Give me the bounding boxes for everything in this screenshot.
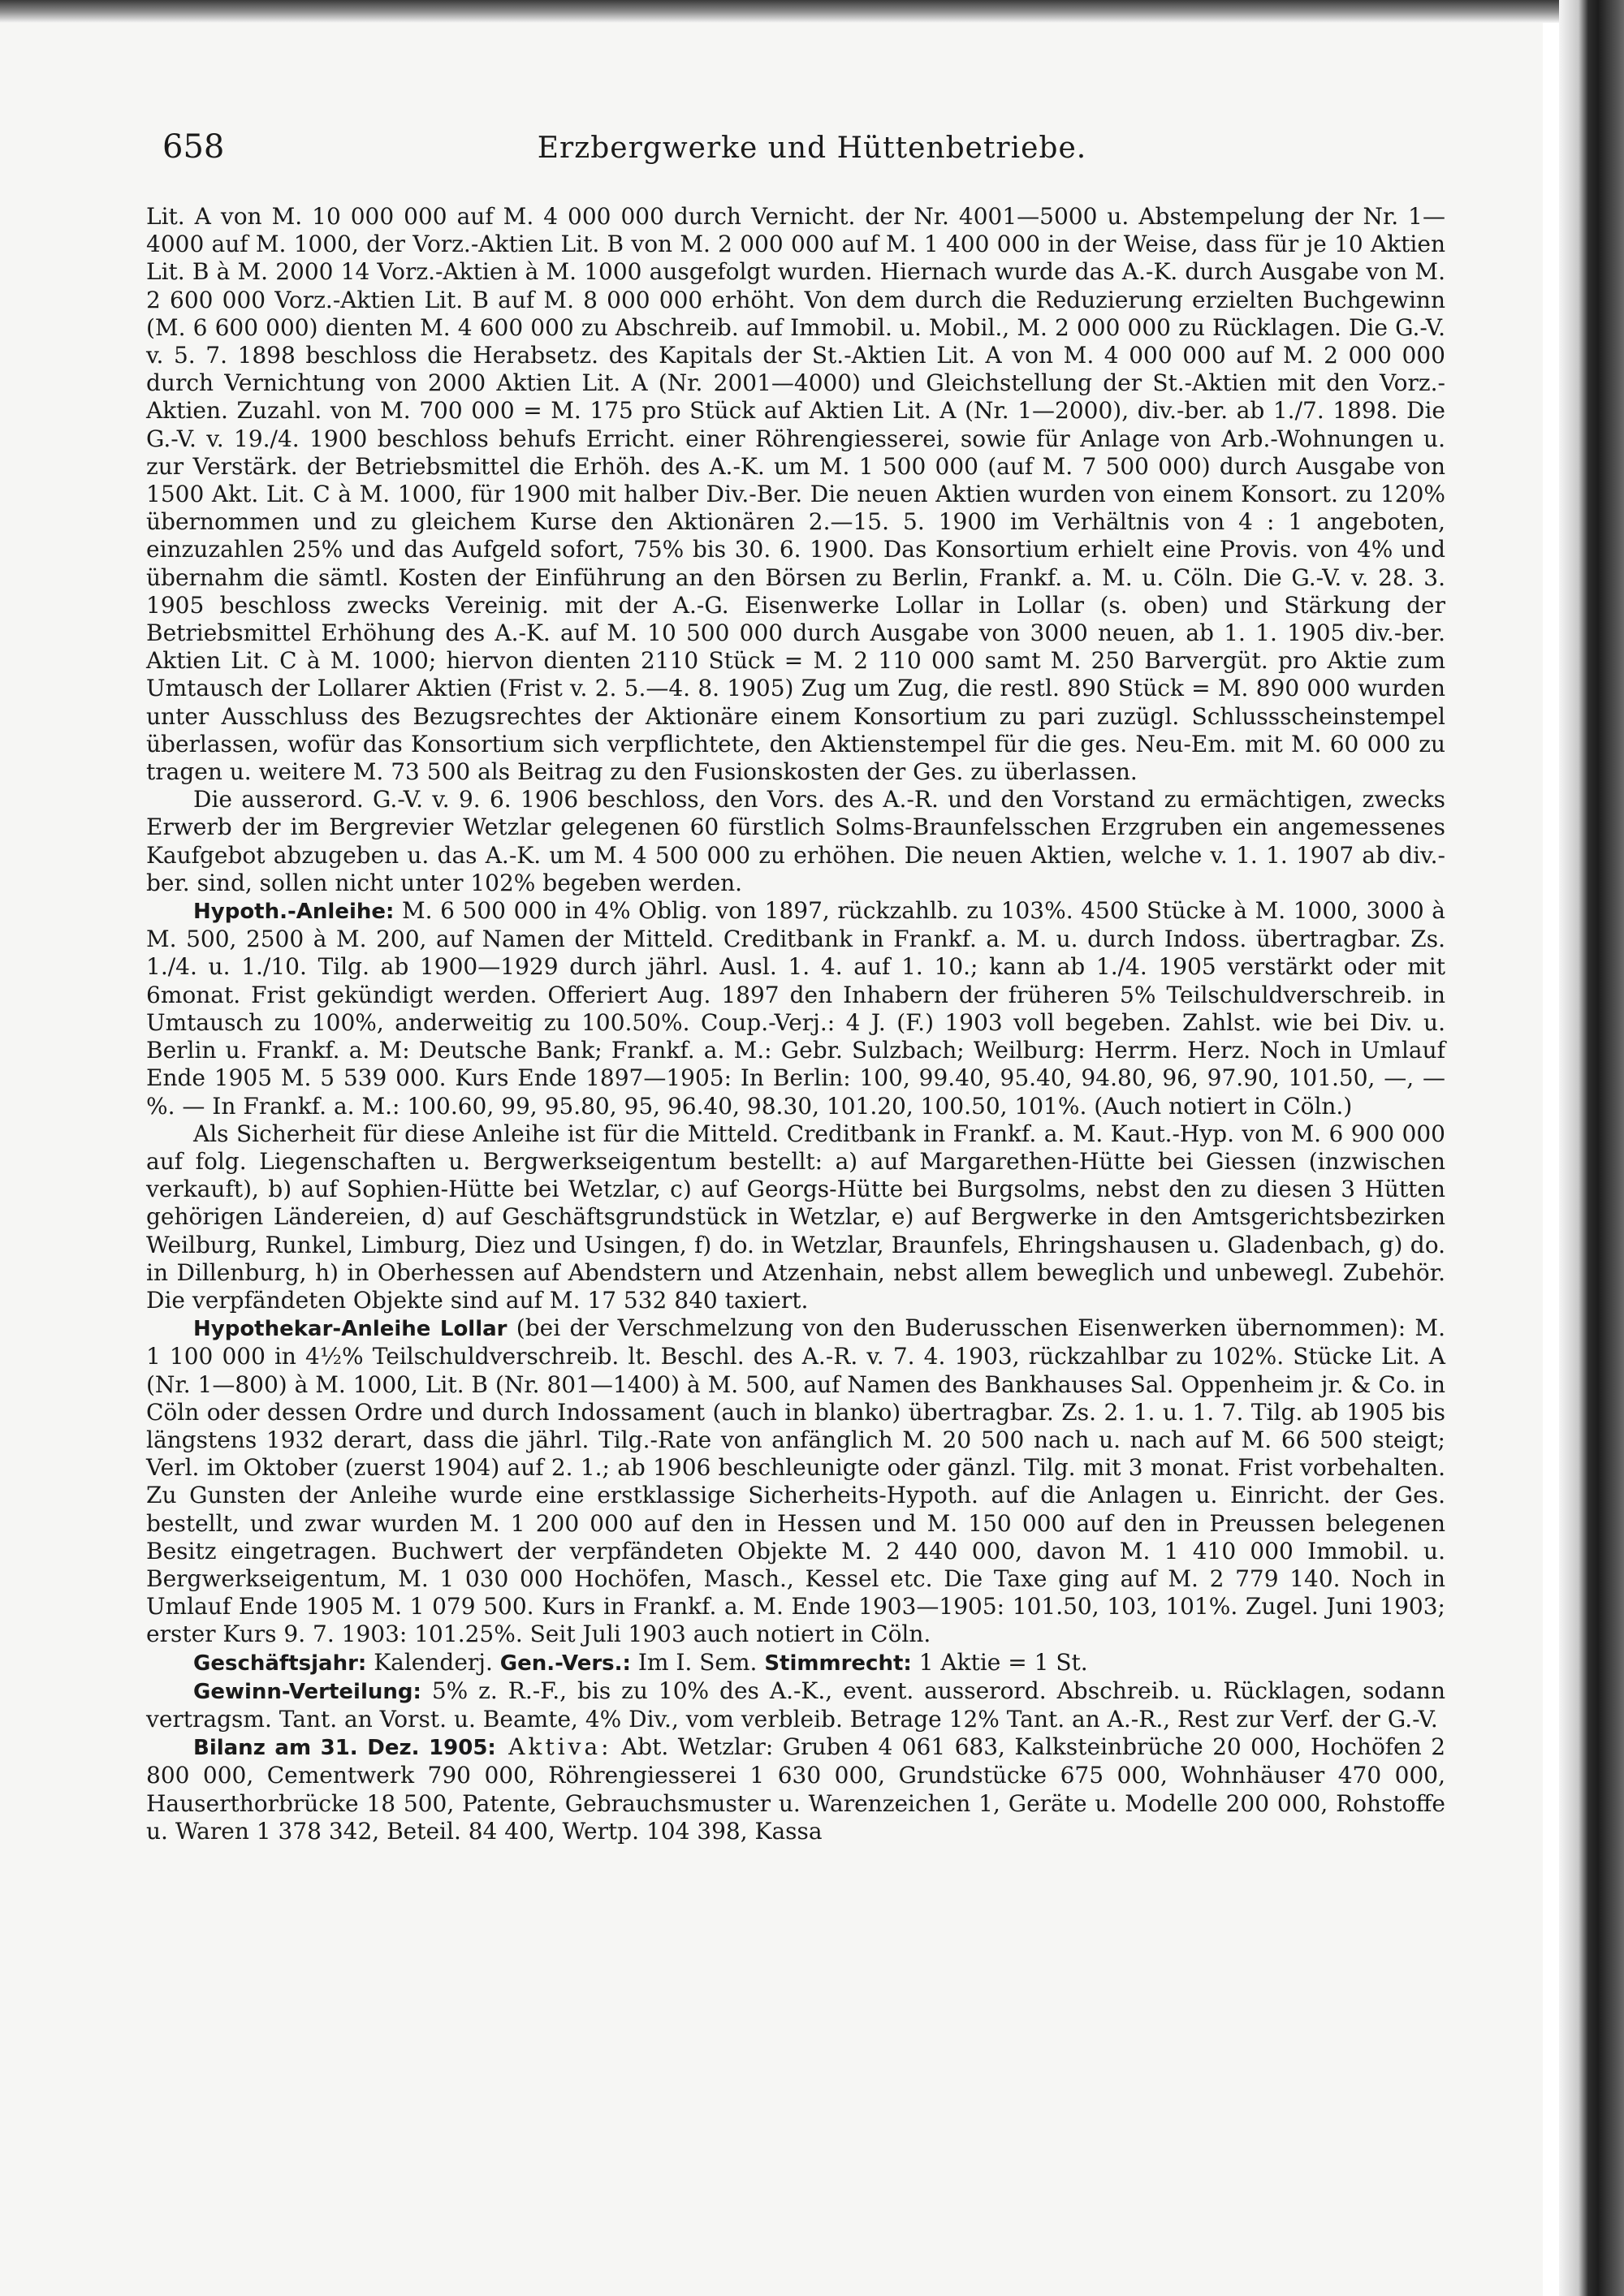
general-meeting-text: Im I. Sem. <box>630 1648 765 1676</box>
section-heading-balance-sheet: Bilanz am 31. Dez. 1905: <box>193 1736 496 1761</box>
page-header <box>162 128 1462 177</box>
scan-binding-edge <box>1559 0 1624 2296</box>
paragraph-extraordinary-meeting: Die ausserord. G.-V. v. 9. 6. 1906 beschloss, den Vors. des A.-R. und den Vorstand zu ermächtigen, zwecks Erwerb der im Bergrevier Wetzlar gelegenen 60 fürstlich Solms-Braunfelsschen Erzgruben ein angemessenes Kaufgebot abzugeben u. das A.-K. um M. 4 500 000 zu erhöhen. Die neuen Aktien, welche v. 1. 1. 1907 ab div.-ber. sind, sollen nicht unter 102% begeben werden. <box>146 786 1445 896</box>
fiscal-year-text: Kalenderj. <box>366 1648 500 1676</box>
paragraph-capital-history: Lit. A von M. 10 000 000 auf M. 4 000 000 durch Vernicht. der Nr. 4001—5000 u. Abstempelung der Nr. 1—4000 auf M. 1000, der Vorz.-Aktien Lit. B von M. 2 000 000 auf M. 1 400 000 in der Weise, dass für je 10 Aktien Lit. B à M. 2000 14 Vorz.-Aktien à M. 1000 ausgefolgt wurden. Hiernach wurde das A.-K. durch Ausgabe von M. 2 600 000 Vorz.-Aktien Lit. B auf M. 8 000 000 erhöht. Von dem durch die Reduzierung erzielten Buchgewinn (M. 6 600 000) dienten M. 4 600 000 zu Abschreib. auf Immobil. u. Mobil., M. 2 000 000 zu Rücklagen. Die G.-V. v. 5. 7. 1898 beschloss die Herabsetz. des Kapitals der St.-Aktien Lit. A von M. 4 000 000 auf M. 2 000 000 durch Vernichtung von 2000 Aktien Lit. A (Nr. 2001—4000) und Gleichstellung der St.-Aktien mit den Vorz.-Aktien. Zuzahl. von M. 700 000 = M. 175 pro Stück auf Aktien Lit. A (Nr. 1—2000), div.-ber. ab 1./7. 1898. Die G.-V. v. 19./4. 1900 beschloss behufs Erricht. einer Röhrengiesserei, sowie für Anlage von Arb.-Wohnungen u. zur Verstärk. der Betriebsmittel die Erhöh. des A.-K. um M. 1 500 000 (auf M. 7 500 000) durch Ausgabe von 1500 Akt. Lit. C à M. 1000, für 1900 mit halber Div.-Ber. Die neuen Aktien wurden von einem Konsort. zu 120% übernommen und zu gleichem Kurse den Aktionären 2.—15. 5. 1900 im Verhältnis von 4 : 1 angeboten, einzuzahlen 25% und das Aufgeld sofort, 75% bis 30. 6. 1900. Das Konsortium erhielt eine Provis. von 4% und übernahm die sämtl. Kosten der Einführung an den Börsen zu Berlin, Frankf. a. M. u. Cöln. Die G.-V. v. 28. 3. 1905 beschloss zwecks Vereinig. mit der A.-G. Eisenwerke Lollar in Lollar (s. oben) und Stärkung der Betriebsmittel Erhöhung des A.-K. auf M. 10 500 000 durch Ausgabe von 3000 neuen, ab 1. 1. 1905 div.-ber. Aktien Lit. C à M. 1000; hiervon dienten 2110 Stück = M. 2 110 000 samt M. 250 Barvergüt. pro Aktie zum Umtausch der Lollarer Aktien (Frist v. 2. 5.—4. 8. 1905) Zug um Zug, die restl. 890 Stück = M. 890 000 wurden unter Ausschluss des Bezugsrechtes der Aktionäre einem Konsortium zu pari zuzügl. Schlussscheinstempel überlassen, wofür das Konsortium sich verpflichtete, den Aktienstempel für die ges. Neu-Em. mit M. 60 000 zu tragen u. weitere M. 73 500 als Beitrag zu den Fusionskosten der Ges. zu überlassen. <box>146 203 1445 786</box>
paragraph-mortgage-loan <box>146 897 1445 1120</box>
scan-top-shadow <box>0 0 1624 23</box>
book-page <box>0 23 1543 2296</box>
running-title: Erzbergwerke und Hüttenbetriebe. <box>537 132 1087 165</box>
paragraph-balance-sheet <box>146 1733 1445 1845</box>
balance-aktiva-label: Aktiva: <box>495 1733 612 1761</box>
section-heading-profit-distribution: Gewinn-Verteilung: <box>193 1679 421 1704</box>
section-heading-lollar-loan: Hypothekar-Anleihe Lollar <box>193 1317 508 1342</box>
lollar-loan-text: (bei der Verschmelzung von den Buderusschen Eisenwerken übernommen): M. 1 100 000 in 4½% Teilschuldverschreib. lt. Beschl. des A.-R. v. 7. 4. 1903, rückzahlbar zu 102%. Stücke Lit. A (Nr. 1—800) à M. 1000, Lit. B (Nr. 801—1400) à M. 500, auf Namen des Bankhauses Sal. Oppenheim jr. & Co. in Cöln oder dessen Ordre und durch Indossament (auch in blanko) übertragbar. Zs. 2. 1. u. 1. 7. Tilg. ab 1905 bis längstens 1932 derart, dass die jährl. Tilg.-Rate von anfänglich M. 20 500 nach u. nach auf M. 66 500 steigt; Verl. im Oktober (zuerst 1904) auf 2. 1.; ab 1906 beschleunigte oder gänzl. Tilg. mit 3 monat. Frist vorbehalten. Zu Gunsten der Anleihe wurde eine erstklassige Sicherheits-Hypoth. auf die Anlagen u. Einricht. der Ges. bestellt, und zwar wurden M. 1 200 000 auf den in Hessen und M. 150 000 auf den in Preussen belegenen Besitz eingetragen. Buchwert der verpfändeten Objekte M. 2 440 000, davon M. 1 410 000 Immobil. u. Bergwerkseigentum, M. 1 030 000 Hochöfen, Masch., Kessel etc. Die Taxe ging auf M. 2 779 140. Noch in Umlauf Ende 1905 M. 1 079 500. Kurs in Frankf. a. M. Ende 1903—1905: 101.50, 103, 101%. Zugel. Juni 1903; erster Kurs 9. 7. 1903: 101.25%. Seit Juli 1903 auch notiert in Cöln. <box>146 1314 1445 1648</box>
paragraph-lollar-loan <box>146 1314 1445 1648</box>
heading-general-meeting: Gen.-Vers.: <box>499 1651 631 1676</box>
heading-fiscal-year: Geschäftsjahr: <box>193 1651 367 1676</box>
balance-sheet-text: Abt. Wetzlar: Gruben 4 061 683, Kalksteinbrüche 20 000, Hochöfen 2 800 000, Cementwerk 790 000, Röhrengiesserei 1 630 000, Grundstücke 675 000, Wohnhäuser 470 000, Hauserthorbrücke 18 500, Patente, Gebrauchsmuster u. Warenzeichen 1, Geräte u. Modelle 200 000, Rohstoffe u. Waren 1 378 342, Beteil. 84 400, Wertp. 104 398, Kassa <box>146 1733 1446 1845</box>
paragraph-fiscal-info <box>146 1649 1445 1677</box>
profit-distribution-text: 5% z. R.-F., bis zu 10% des A.-K., event. ausserord. Abschreib. u. Rücklagen, sodann vertragsm. Tant. an Vorst. u. Beamte, 4% Div., vom verbleib. Betrage 12% Tant. an A.-R., Rest zur Verf. der G.-V. <box>146 1677 1445 1733</box>
page-body <box>146 203 1445 1845</box>
voting-right-text: 1 Aktie = 1 St. <box>911 1648 1088 1676</box>
page-number: 658 <box>162 128 225 166</box>
section-heading-mortgage-loan: Hypoth.-Anleihe: <box>193 900 395 925</box>
paragraph-profit-distribution <box>146 1677 1445 1733</box>
heading-voting-right: Stimmrecht: <box>764 1651 912 1676</box>
mortgage-loan-text: M. 6 500 000 in 4% Oblig. von 1897, rückzahlb. zu 103%. 4500 Stücke à M. 1000, 3000 à M. 500, 2500 à M. 200, auf Namen der Mitteld. Creditbank in Frankf. a. M. u. durch Indoss. übertragbar. Zs. 1./4. u. 1./10. Tilg. ab 1900—1929 durch jährl. Ausl. 1. 4. auf 1. 10.; kann ab 1./4. 1905 verstärkt oder mit 6monat. Frist gekündigt werden. Offeriert Aug. 1897 den Inhabern der früheren 5% Teilschuldverschreib. in Umtausch zu 100%, anderweitig zu 100.50%. Coup.-Verj.: 4 J. (F.) 1903 voll begeben. Zahlst. wie bei Div. u. Berlin u. Frankf. a. M: Deutsche Bank; Frankf. a. M.: Gebr. Sulzbach; Weilburg: Herrm. Herz. Noch in Umlauf Ende 1905 M. 5 539 000. Kurs Ende 1897—1905: In Berlin: 100, 99.40, 95.40, 94.80, 96, 97.90, 101.50, —, — %. — In Frankf. a. M.: 100.60, 99, 95.80, 95, 96.40, 98.30, 101.20, 100.50, 101%. (Auch notiert in Cöln.) <box>146 897 1445 1120</box>
paragraph-security: Als Sicherheit für diese Anleihe ist für die Mitteld. Creditbank in Frankf. a. M. Kaut.-Hyp. von M. 6 900 000 auf folg. Liegenschaften u. Bergwerkseigentum bestellt: a) auf Margarethen-Hütte bei Giessen (inzwischen verkauft), b) auf Sophien-Hütte bei Wetzlar, c) auf Georgs-Hütte bei Burgsolms, nebst den zu diesen 3 Hütten gehörigen Ländereien, d) auf Geschäftsgrundstück in Wetzlar, e) auf Bergwerke in den Amtsgerichtsbezirken Weilburg, Runkel, Limburg, Diez und Usingen, f) do. in Wetzlar, Braunfels, Ehringshausen u. Gladenbach, g) do. in Dillenburg, h) in Oberhessen auf Abendstern und Atzenhain, nebst allem beweglich und unbewegl. Zubehör. Die verpfändeten Objekte sind auf M. 17 532 840 taxiert. <box>146 1120 1445 1314</box>
